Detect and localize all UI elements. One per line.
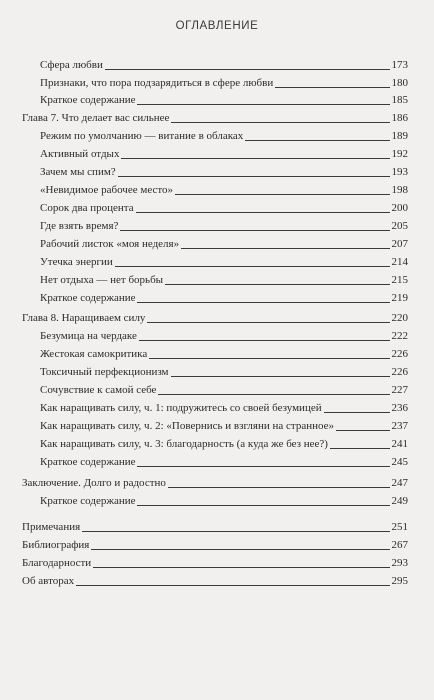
toc-entry-label: Об авторах	[22, 575, 75, 587]
toc-entry-page-number: 215	[391, 274, 408, 286]
toc-entry	[40, 163, 408, 178]
toc-leader-line	[149, 358, 389, 359]
toc-entry	[22, 536, 408, 551]
toc-entry	[40, 235, 408, 250]
toc-entry-label: Нет отдыха — нет борьбы	[40, 274, 164, 286]
toc-entry-label: Глава 7. Что делает вас сильнее	[22, 112, 170, 124]
toc-entry-page-number: 200	[391, 202, 408, 214]
toc-entry	[40, 381, 408, 396]
toc-leader-line	[275, 87, 389, 88]
toc-leader-line	[175, 194, 389, 195]
toc-leader-line	[158, 394, 389, 395]
toc-entry-page-number: 226	[391, 366, 408, 378]
toc-entry-label: Благодарности	[22, 557, 92, 569]
toc-entry-label: Краткое содержание	[40, 456, 136, 468]
toc-entry-label: Зачем мы спим?	[40, 166, 116, 178]
toc-leader-line	[91, 549, 389, 550]
toc-entry-label: Режим по умолчанию — витание в облаках	[40, 130, 244, 142]
toc-leader-line	[168, 487, 390, 488]
toc-leader-line	[76, 585, 389, 586]
toc-entry-page-number: 249	[391, 495, 408, 507]
toc-leader-line	[137, 466, 389, 467]
toc-leader-line	[147, 322, 389, 323]
toc-entry	[40, 492, 408, 507]
toc-leader-line	[336, 430, 390, 431]
toc-entry-label: Библиография	[22, 539, 90, 551]
toc-entry-label: Краткое содержание	[40, 94, 136, 106]
toc-leader-line	[137, 505, 389, 506]
toc-leader-line	[137, 302, 389, 303]
toc-entry	[22, 572, 408, 587]
toc-leader-line	[165, 284, 389, 285]
toc-entry-label: Как наращивать силу, ч. 3: благодарность (а куда же без нее?)	[40, 438, 328, 450]
toc-entry-label: Безумица на чердаке	[40, 330, 137, 342]
toc-entry-page-number: 220	[391, 312, 408, 324]
toc-entry-page-number: 267	[391, 539, 408, 551]
toc-leader-line	[105, 69, 390, 70]
toc-leader-line	[171, 376, 390, 377]
toc-entry-page-number: 207	[391, 238, 408, 250]
toc-entry-page-number: 186	[391, 112, 408, 124]
toc-entry	[22, 554, 408, 569]
toc-entry-page-number: 219	[391, 292, 408, 304]
toc-entry	[40, 453, 408, 468]
toc-entry-label: Сочувствие к самой себе	[40, 384, 157, 396]
toc-entry-page-number: 180	[391, 77, 408, 89]
toc-entry-page-number: 189	[391, 130, 408, 142]
toc-entry	[40, 363, 408, 378]
toc-entry-label: Рабочий листок «моя неделя»	[40, 238, 180, 250]
toc-leader-line	[93, 567, 389, 568]
toc-entry	[40, 217, 408, 232]
toc-entry	[40, 327, 408, 342]
toc-entry	[40, 145, 408, 160]
toc-entry	[40, 435, 408, 450]
toc-entry-label: Сфера любви	[40, 59, 103, 71]
toc-entry-page-number: 251	[391, 521, 408, 533]
toc-leader-line	[330, 448, 390, 449]
toc-entry-page-number: 173	[391, 59, 408, 71]
toc-entry	[40, 91, 408, 106]
toc-entry	[22, 309, 408, 324]
toc-entry	[40, 399, 408, 414]
toc-entry-page-number: 241	[391, 438, 408, 450]
toc-entry-label: Заключение. Долго и радостно	[22, 477, 166, 489]
toc-entry-label: Жестокая самокритика	[40, 348, 148, 360]
toc-entry-label: Активный отдых	[40, 148, 120, 160]
toc-entry-label: Токсичный перфекционизм	[40, 366, 169, 378]
toc-entry-page-number: 185	[391, 94, 408, 106]
toc-leader-line	[121, 158, 389, 159]
toc-entry-page-number: 222	[391, 330, 408, 342]
toc-entry	[22, 474, 408, 489]
toc-entry-label: Признаки, что пора подзарядиться в сфере любви	[40, 77, 274, 89]
toc-entry	[22, 109, 408, 124]
toc-entry-page-number: 245	[391, 456, 408, 468]
toc-entry	[22, 518, 408, 533]
toc-entry	[40, 271, 408, 286]
toc-entry	[40, 417, 408, 432]
toc-entry-page-number: 237	[391, 420, 408, 432]
toc-entry	[40, 253, 408, 268]
toc-entry	[40, 345, 408, 360]
toc-entry-page-number: 295	[391, 575, 408, 587]
toc-entry-label: Где взять время?	[40, 220, 119, 232]
toc-entry	[40, 74, 408, 89]
toc-entry-page-number: 205	[391, 220, 408, 232]
toc-entry-label: Краткое содержание	[40, 495, 136, 507]
toc-leader-line	[120, 230, 389, 231]
toc-entry-label: «Невидимое рабочее место»	[40, 184, 174, 196]
toc-leader-line	[137, 104, 389, 105]
toc-leader-line	[171, 122, 389, 123]
toc-entry-label: Глава 8. Наращиваем силу	[22, 312, 146, 324]
page-title: ОГЛАВЛЕНИЕ	[175, 20, 259, 32]
toc-entry-label: Как наращивать силу, ч. 1: подружитесь со своей безумицей	[40, 402, 322, 414]
toc-entry-label: Как наращивать силу, ч. 2: «Повернись и взгляни на странное»	[40, 420, 334, 432]
toc-entry	[40, 56, 408, 71]
toc-leader-line	[82, 531, 389, 532]
toc-entry-page-number: 192	[391, 148, 408, 160]
toc-leader-line	[181, 248, 389, 249]
toc-entry-label: Примечания	[22, 521, 81, 533]
toc-entry-page-number: 226	[391, 348, 408, 360]
toc-leader-line	[115, 266, 390, 267]
toc-entry-page-number: 214	[391, 256, 408, 268]
toc-entry-page-number: 193	[391, 166, 408, 178]
toc-leader-line	[136, 212, 390, 213]
toc-leader-line	[245, 140, 389, 141]
toc-entry-page-number: 247	[391, 477, 408, 489]
toc-leader-line	[139, 340, 390, 341]
toc-entry-label: Утечка энергии	[40, 256, 113, 268]
toc-entry-page-number: 236	[391, 402, 408, 414]
toc-entry-page-number: 198	[391, 184, 408, 196]
toc-entry	[40, 199, 408, 214]
toc-leader-line	[324, 412, 390, 413]
toc-entry	[40, 181, 408, 196]
toc-entry-page-number: 293	[391, 557, 408, 569]
toc-entry	[40, 289, 408, 304]
toc-leader-line	[118, 176, 390, 177]
toc-entry	[40, 127, 408, 142]
toc-entry-page-number: 227	[391, 384, 408, 396]
toc-entry-label: Краткое содержание	[40, 292, 136, 304]
toc-entry-label: Сорок два процента	[40, 202, 134, 214]
